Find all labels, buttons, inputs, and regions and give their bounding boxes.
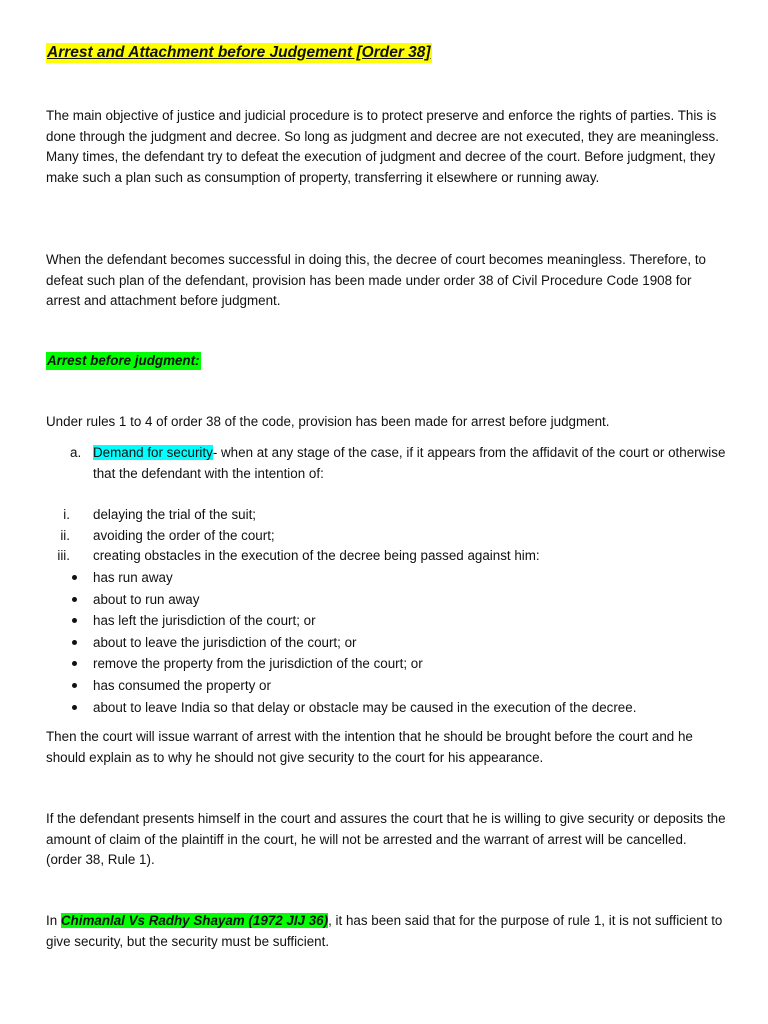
roman-marker: ii.: [60, 527, 70, 543]
roman-marker: iii.: [57, 548, 70, 564]
bullet-item-text: has left the jurisdiction of the court; or: [93, 613, 316, 629]
bullet-icon: [72, 640, 77, 645]
bullet-item-text: about to leave the jurisdiction of the court; or: [93, 634, 357, 650]
bullet-item-text: has consumed the property or: [93, 677, 271, 693]
roman-item-text: avoiding the order of the court;: [93, 527, 275, 543]
roman-list: [46, 505, 726, 567]
highlighted-term: Demand for security: [93, 445, 213, 460]
security-paragraph: If the defendant presents himself in the court and assures the court that he is willing to give security or deposits the amount of claim of the plaintiff in the court, he will not be arrested and the warrant of arrest will be cancelled. (order 38, Rule 1).: [46, 811, 726, 868]
bullet-list-item: [46, 610, 726, 632]
roman-list-item: [46, 546, 726, 567]
section-heading: Arrest before judgment:: [47, 353, 200, 368]
bullet-icon: [72, 661, 77, 666]
roman-list-item: [46, 526, 726, 547]
case-suffix: , it has been said that for the purpose of rule 1, it is not sufficient to give security, but the security must be sufficient.: [46, 913, 723, 949]
warrant-paragraph: Then the court will issue warrant of arrest with the intention that he should be brought before the court and he should explain as to why he should not give security to the court for his appearance.: [46, 729, 693, 765]
bullet-icon: [72, 597, 77, 602]
case-prefix: In: [46, 913, 61, 928]
case-name: Chimanlal Vs Radhy Shayam (1972 JIJ 36): [60, 913, 329, 928]
bullet-list-item: [46, 589, 726, 611]
bullet-list-item: [46, 675, 726, 697]
intro-paragraph: The main objective of justice and judicial procedure is to protect preserve and enforce the rights of parties. This is done through the judgment and decree. So long as judgment and decree are not executed, they are meaningless. Many times, the defendant try to defeat the execution of judgment and decree of the court. Before judgment, they make such a plan such as consumption of property, transferring it elsewhere or running away.: [46, 108, 719, 185]
provision-paragraph: When the defendant becomes successful in doing this, the decree of court becomes meaningless. Therefore, to defeat such plan of the defendant, provision has been made under order 38 of Civil Procedure Code 1908 for arrest and attachment before judgment.: [46, 252, 706, 309]
bullet-icon: [72, 683, 77, 688]
case-paragraph: [46, 911, 726, 952]
list-marker: a.: [70, 445, 82, 460]
bullet-list-item: [46, 697, 726, 719]
bullet-icon: [72, 705, 77, 710]
document-title: Arrest and Attachment before Judgement [Order 38]: [47, 44, 431, 61]
rules-paragraph: Under rules 1 to 4 of order 38 of the code, provision has been made for arrest before judgment.: [46, 414, 610, 429]
roman-item-text: delaying the trial of the suit;: [93, 507, 257, 522]
roman-item-text: creating obstacles in the execution of the decree being passed against him:: [93, 548, 540, 564]
bullet-list-item: [46, 653, 726, 675]
bullet-list-item: [46, 632, 726, 654]
list-item-a: [46, 443, 726, 484]
roman-marker: i.: [63, 507, 70, 522]
list-item-text: - when at any stage of the case, if it appears from the affidavit of the court or otherwise that the defendant with the intention of:: [93, 445, 726, 481]
bullet-icon: [72, 575, 77, 580]
bullet-list: [46, 567, 726, 718]
bullet-item-text: about to leave India so that delay or obstacle may be caused in the execution of the decree.: [93, 699, 637, 715]
bullet-item-text: has run away: [93, 570, 173, 585]
bullet-item-text: about to run away: [93, 591, 200, 607]
roman-list-item: [46, 505, 726, 526]
list-item-body: [93, 443, 726, 484]
bullet-icon: [72, 618, 77, 623]
bullet-item-text: remove the property from the jurisdiction of the court; or: [93, 656, 423, 672]
bullet-list-item: [46, 567, 726, 589]
